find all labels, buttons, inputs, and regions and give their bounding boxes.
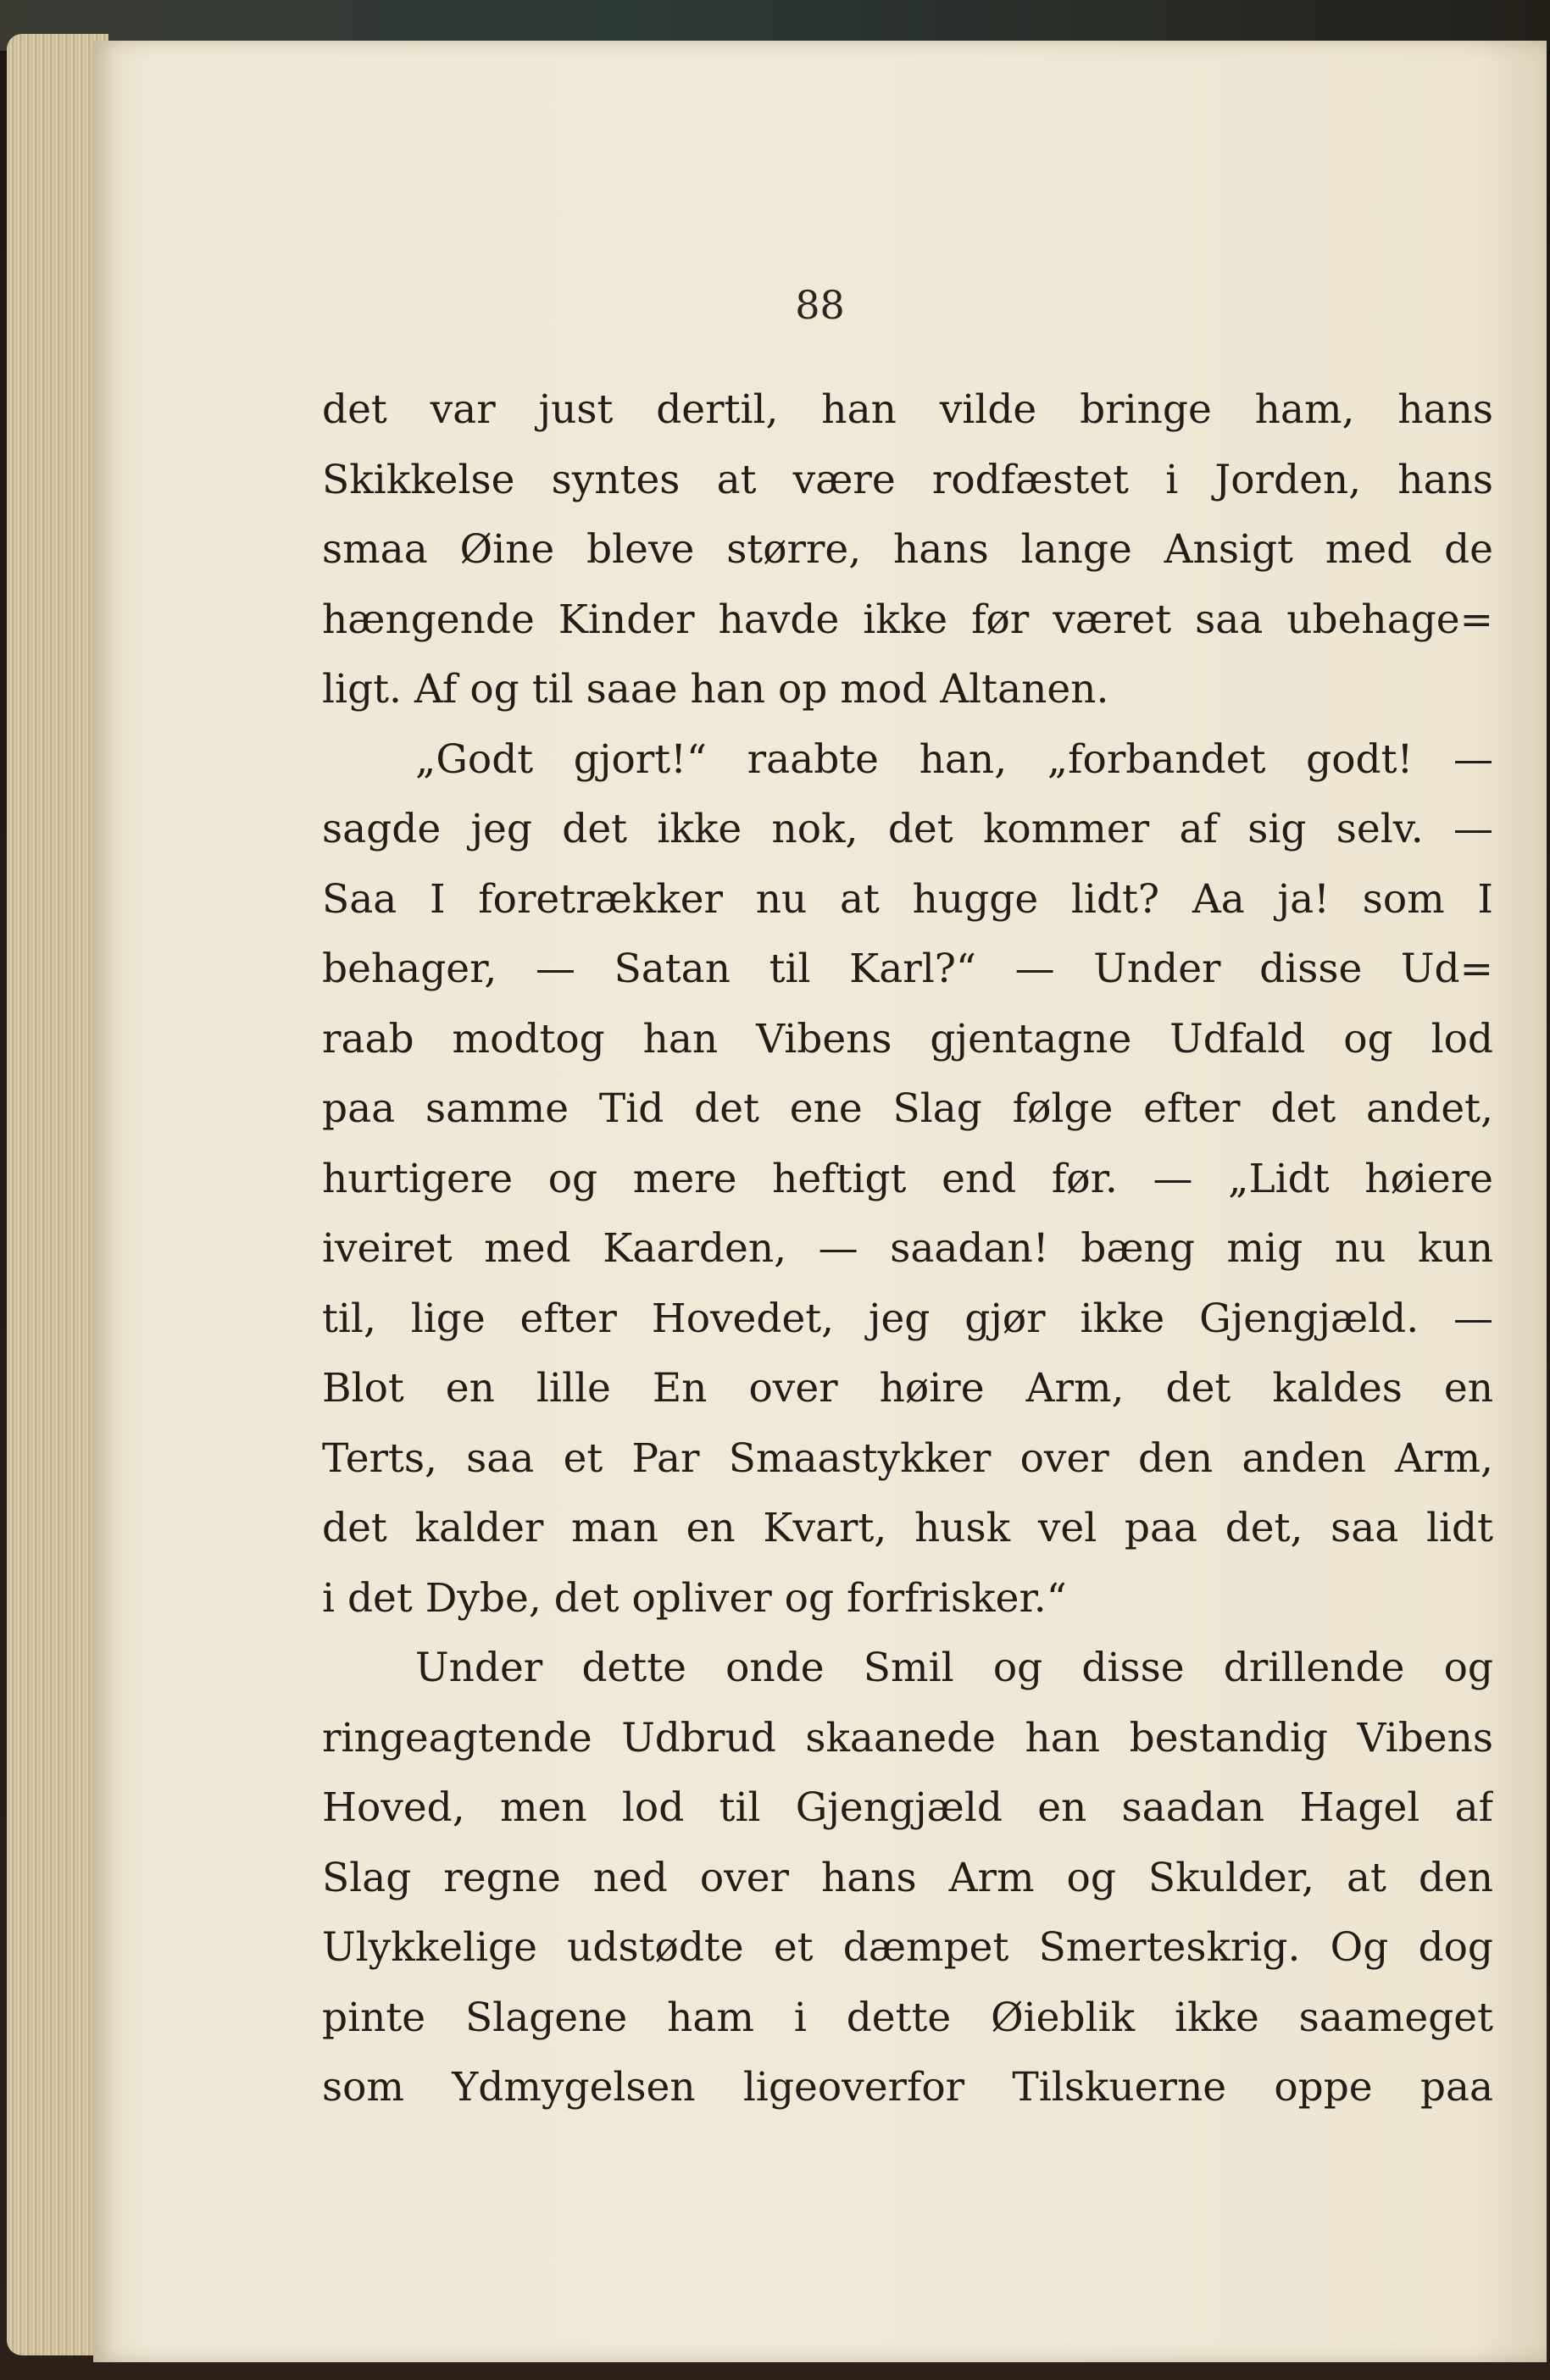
text-line: Saa I foretrækker nu at hugge lidt? Aa ja! som I bbox=[322, 875, 1493, 923]
text-line: „Godt gjort!“ raabte han, „forbandet godt! — bbox=[415, 735, 1493, 783]
text-line: det var just dertil, han vilde bringe ham, hans bbox=[322, 386, 1493, 433]
text-line: det kalder man en Kvart, husk vel paa det, saa lidt bbox=[322, 1505, 1493, 1551]
text-line: i det Dybe, det opliver og forfrisker.“ bbox=[322, 1574, 1067, 1622]
text-line: ligt. Af og til saae han op mod Altanen. bbox=[322, 666, 1109, 713]
text-line: Under dette onde Smil og disse drillende og bbox=[415, 1645, 1493, 1691]
text-line: iveiret med Kaarden, — saadan! bæng mig nu kun bbox=[322, 1225, 1493, 1272]
text-line: Ulykkelige udstødte et dæmpet Smerteskrig. Og dog bbox=[322, 1924, 1493, 1971]
text-line: som Ydmygelsen ligeoverfor Tilskuerne oppe paa bbox=[322, 2064, 1493, 2111]
text-line: hurtigere og mere heftigt end før. — „Lidt høiere bbox=[322, 1155, 1493, 1202]
text-line: ringeagtende Udbrud skaanede han bestandig Vibens bbox=[322, 1714, 1493, 1761]
text-line: paa samme Tid det ene Slag følge efter det andet, bbox=[322, 1085, 1493, 1132]
page-number: 88 bbox=[795, 282, 845, 328]
text-line: hængende Kinder havde ikke før været saa ubehage= bbox=[322, 596, 1493, 643]
text-line: behager, — Satan til Karl?“ — Under disse Ud= bbox=[322, 946, 1493, 992]
text-line: raab modtog han Vibens gjentagne Udfald og lod bbox=[322, 1015, 1493, 1062]
text-line: smaa Øine bleve større, hans lange Ansigt med de bbox=[322, 526, 1493, 573]
text-line: Skikkelse syntes at være rodfæstet i Jorden, hans bbox=[322, 456, 1493, 503]
text-line: til, lige efter Hovedet, jeg gjør ikke Gjengjæld. — bbox=[322, 1295, 1493, 1342]
text-line: sagde jeg det ikke nok, det kommer af sig selv. — bbox=[322, 806, 1493, 852]
book-page bbox=[93, 41, 1547, 2362]
text-line: Blot en lille En over høire Arm, det kaldes en bbox=[322, 1365, 1493, 1412]
text-line: Terts, saa et Par Smaastykker over den anden Arm, bbox=[322, 1434, 1493, 1482]
text-line: Hoved, men lod til Gjengjæld en saadan Hagel af bbox=[322, 1784, 1493, 1831]
text-line: pinte Slagene ham i dette Øieblik ikke saameget bbox=[322, 1994, 1493, 2041]
text-line: Slag regne ned over hans Arm og Skulder, at den bbox=[322, 1854, 1493, 1901]
body-text bbox=[322, 375, 1493, 2123]
